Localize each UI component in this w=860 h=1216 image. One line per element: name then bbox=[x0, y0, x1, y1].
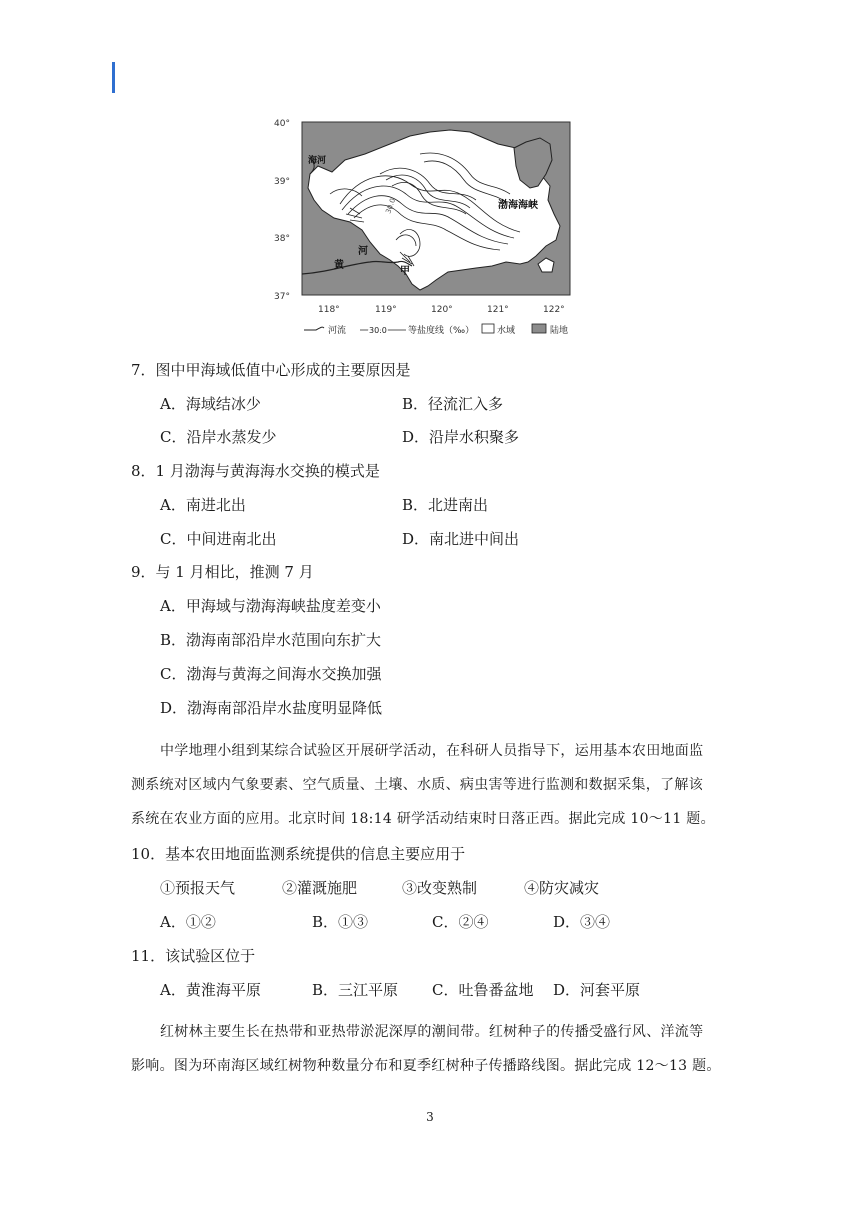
q11-stem: 11．该试验区位于 bbox=[131, 947, 256, 965]
q7-option-b: B．径流汇入多 bbox=[402, 395, 504, 413]
q7-stem: 7．图中甲海域低值中心形成的主要原因是 bbox=[131, 361, 411, 379]
water-legend-icon bbox=[482, 324, 494, 333]
legend-land: 陆地 bbox=[550, 326, 569, 336]
legend-river: 河流 bbox=[328, 326, 347, 336]
label-haihe: 海河 bbox=[308, 156, 327, 166]
q11-option-a: A．黄淮海平原 bbox=[160, 981, 261, 999]
q8-option-b: B．北进南出 bbox=[402, 496, 489, 514]
lon-label-121: 121° bbox=[487, 305, 509, 315]
map-legend bbox=[304, 324, 568, 336]
q11-option-b: B．三江平原 bbox=[312, 981, 399, 999]
q10-option-d: D．③④ bbox=[553, 913, 611, 931]
q8-stem: 8．1 月渤海与黄海海水交换的模式是 bbox=[131, 462, 380, 480]
legend-contour-sample: 30.0 bbox=[369, 326, 387, 335]
lon-label-118: 118° bbox=[318, 305, 340, 315]
q10-item-2: ②灌溉施肥 bbox=[282, 879, 358, 897]
page-number: 3 bbox=[426, 1110, 434, 1124]
q11-option-c: C．吐鲁番盆地 bbox=[432, 981, 534, 999]
lat-label-39: 39° bbox=[274, 177, 290, 187]
passage1-line-3: 系统在农业方面的应用。北京时间 18:14 研学活动结束时日落正西。据此完成 10～11 题。 bbox=[131, 811, 715, 827]
lat-label-40: 40° bbox=[274, 119, 290, 129]
passage1-line-2: 测系统对区域内气象要素、空气质量、土壤、水质、病虫害等进行监测和数据采集，了解该 bbox=[131, 777, 703, 793]
lon-label-120: 120° bbox=[431, 305, 453, 315]
passage1-line-1: 中学地理小组到某综合试验区开展研学活动，在科研人员指导下，运用基本农田地面监 bbox=[160, 743, 704, 759]
q8-option-c: C．中间进南北出 bbox=[160, 530, 277, 548]
q7-option-c: C．沿岸水蒸发少 bbox=[160, 428, 277, 446]
land-legend-icon bbox=[532, 324, 546, 333]
q10-item-4: ④防灾减灾 bbox=[524, 879, 600, 897]
margin-marker bbox=[112, 62, 115, 93]
q10-option-a: A．①② bbox=[160, 913, 216, 931]
q8-option-d: D．南北进中间出 bbox=[402, 530, 520, 548]
q7-option-a: A．海域结冰少 bbox=[160, 395, 261, 413]
q11-option-d: D．河套平原 bbox=[553, 981, 641, 999]
q10-stem: 10．基本农田地面监测系统提供的信息主要应用于 bbox=[131, 845, 466, 863]
q9-option-c: C．渤海与黄海之间海水交换加强 bbox=[160, 665, 382, 683]
q9-option-a: A．甲海域与渤海海峡盐度差变小 bbox=[160, 597, 381, 615]
q9-stem: 9．与 1 月相比，推测 7 月 bbox=[131, 563, 314, 581]
q7-option-d: D．沿岸水积聚多 bbox=[402, 428, 520, 446]
label-he: 河 bbox=[358, 246, 368, 257]
lat-label-38: 38° bbox=[274, 234, 290, 244]
passage2-line-2: 影响。图为环南海区域红树物种数量分布和夏季红树种子传播路线图。据此完成 12～13 题。 bbox=[131, 1058, 721, 1074]
label-jia: 甲 bbox=[400, 266, 410, 277]
legend-water: 水域 bbox=[497, 326, 516, 336]
label-bohai-strait: 渤海海峡 bbox=[498, 200, 538, 211]
q10-option-c: C．②④ bbox=[432, 913, 489, 931]
lat-label-37: 37° bbox=[274, 292, 290, 302]
lon-label-122: 122° bbox=[543, 305, 565, 315]
legend-contour: 等盐度线（‰） bbox=[408, 326, 475, 336]
q8-option-a: A．南进北出 bbox=[160, 496, 246, 514]
passage2-line-1: 红树林主要生长在热带和亚热带淤泥深厚的潮间带。红树种子的传播受盛行风、洋流等 bbox=[160, 1024, 704, 1040]
q10-option-b: B．①③ bbox=[312, 913, 369, 931]
contour-value-label: 30.0 bbox=[384, 197, 398, 215]
salinity-map-figure bbox=[270, 114, 590, 344]
river-legend-icon bbox=[304, 327, 324, 330]
q9-option-b: B．渤海南部沿岸水范围向东扩大 bbox=[160, 631, 382, 649]
q10-item-3: ③改变熟制 bbox=[402, 879, 478, 897]
lon-label-119: 119° bbox=[375, 305, 397, 315]
label-huang: 黄 bbox=[334, 260, 344, 271]
q9-option-d: D．渤海南部沿岸水盐度明显降低 bbox=[160, 699, 383, 717]
salinity-map bbox=[270, 114, 590, 344]
q10-item-1: ①预报天气 bbox=[160, 879, 236, 897]
